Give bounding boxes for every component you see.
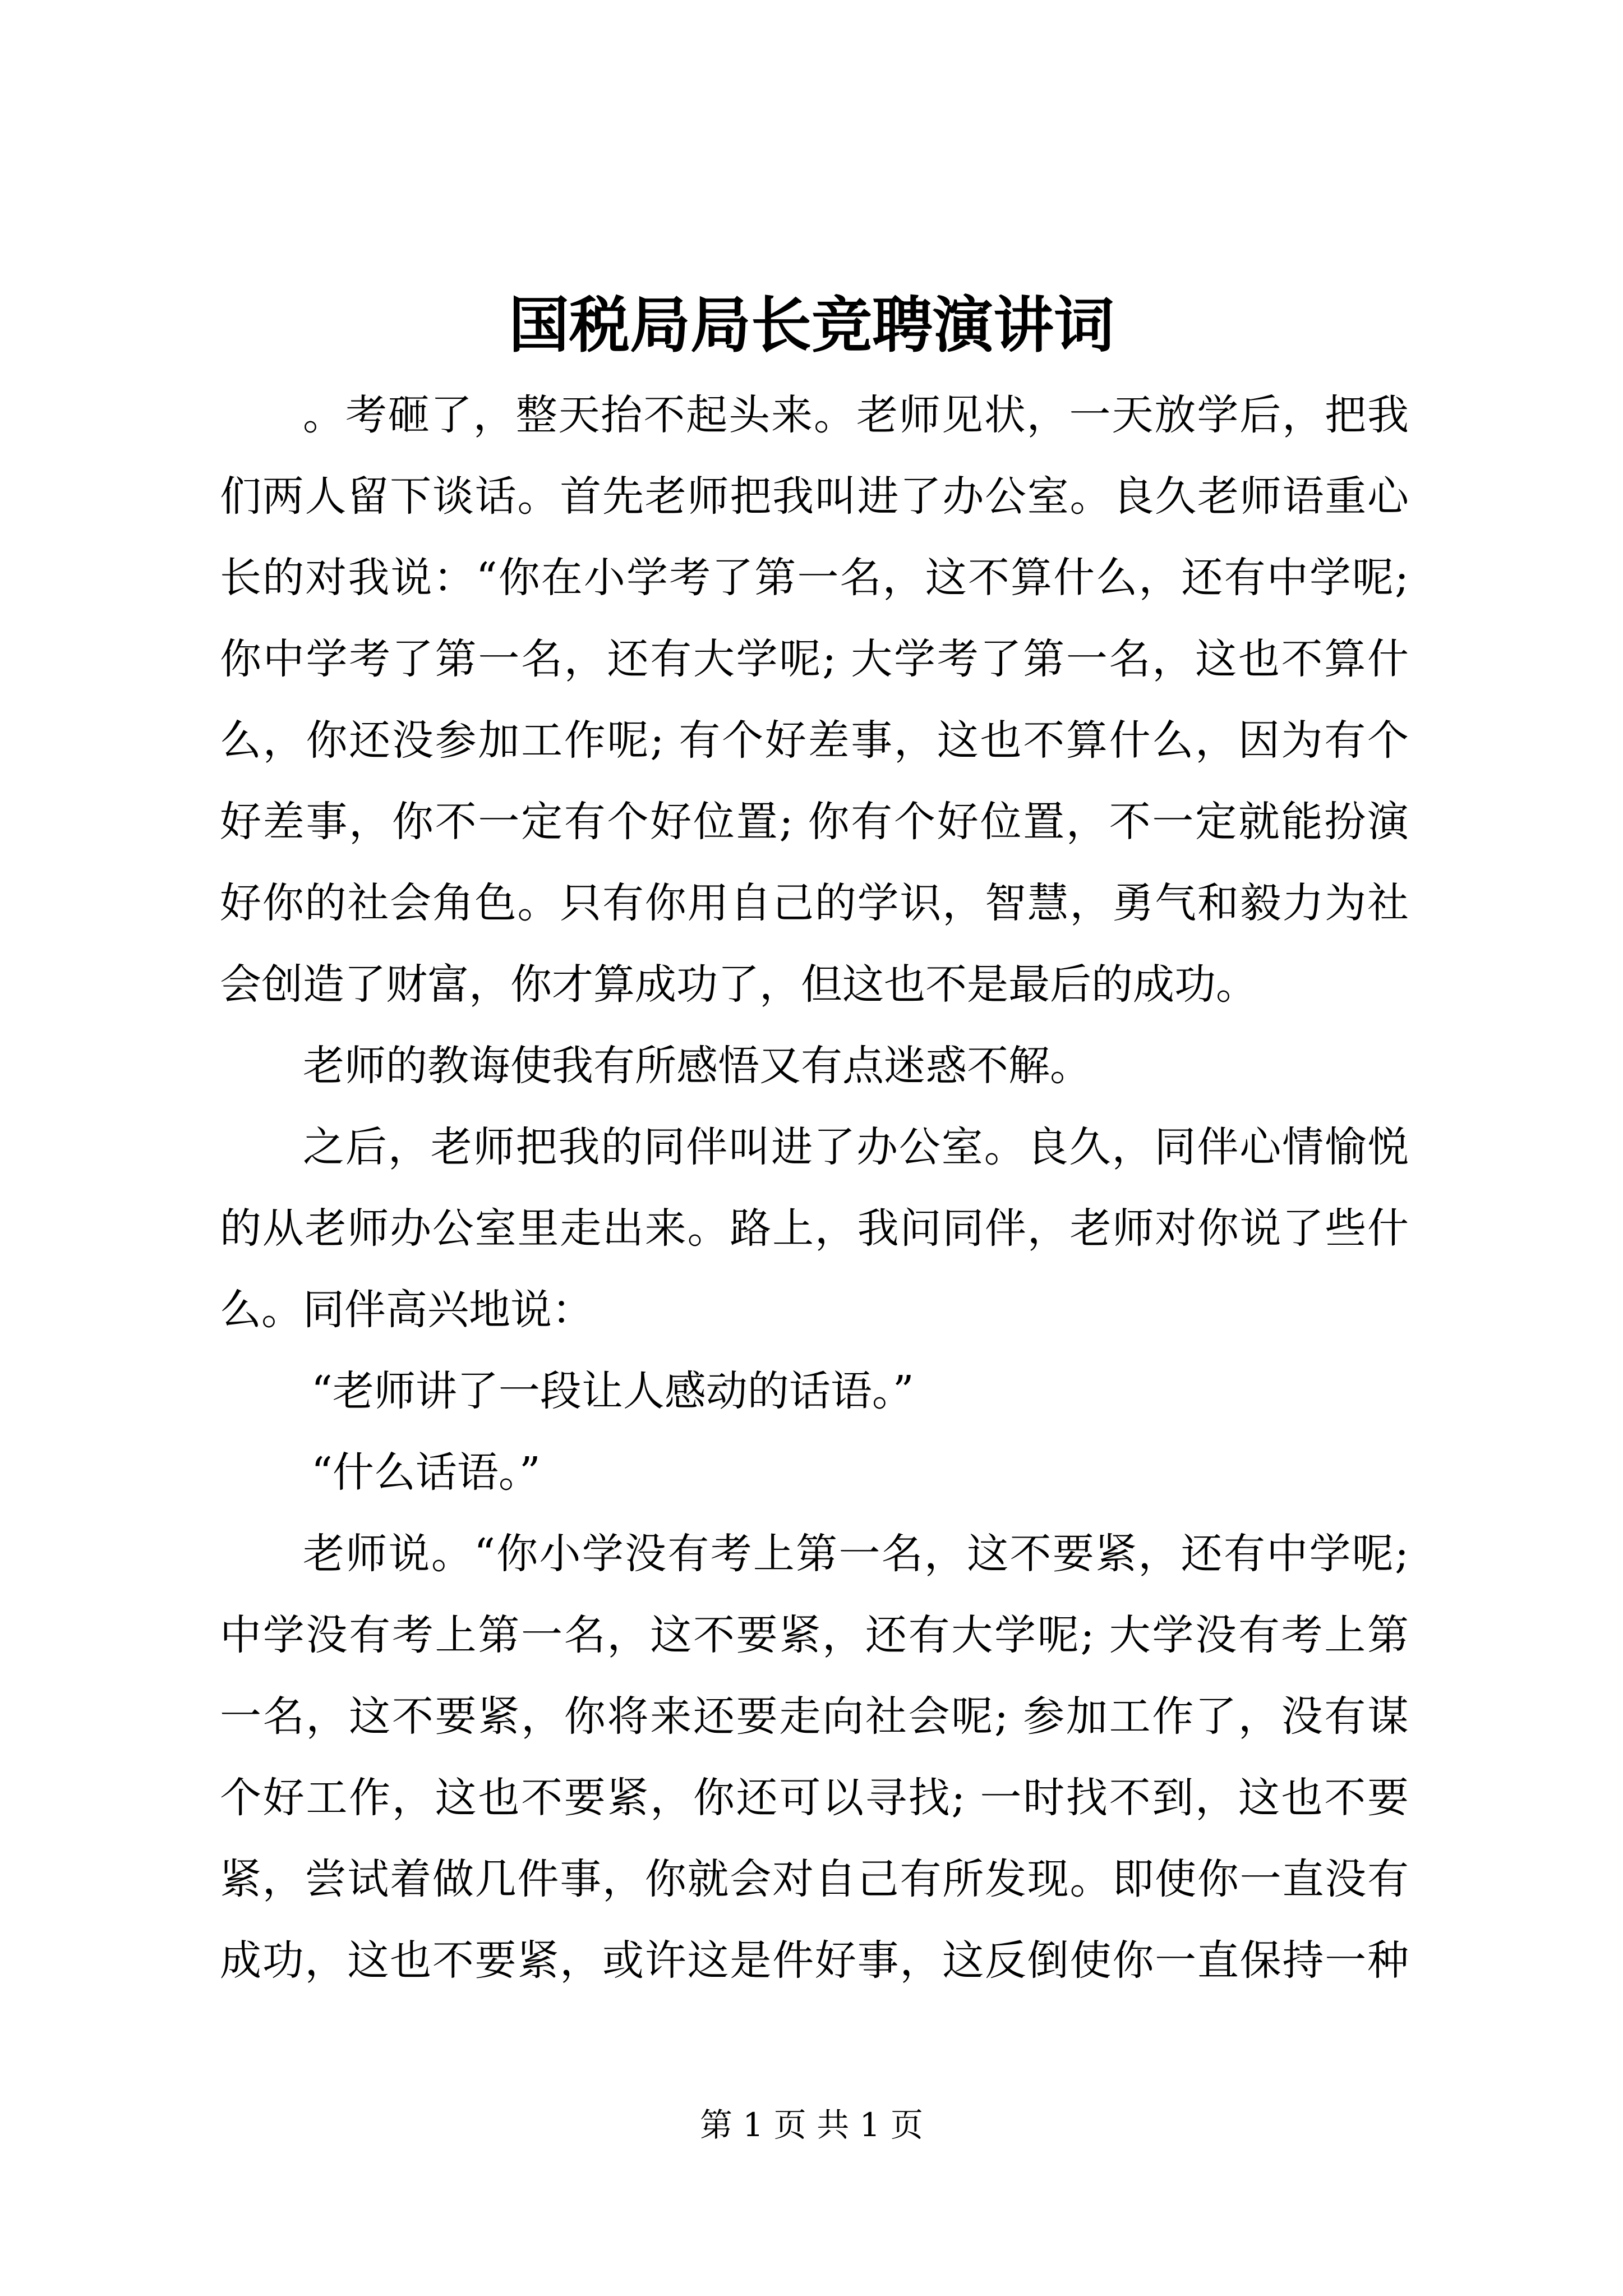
paragraph-line: 们两人留下谈话。首先老师把我叫进了办公室。良久老师语重心 [220, 472, 1409, 521]
paragraph-line: 长的对我说：“你在小学考了第一名，这不算什么，还有中学呢; [220, 554, 1409, 602]
paragraph-line: 么，你还没参加工作呢; 有个好差事，这也不算什么，因为有个 [220, 716, 1409, 765]
paragraph-line: 一名，这不要紧，你将来还要走向社会呢; 参加工作了，没有谋 [220, 1692, 1409, 1741]
paragraph-line: 中学没有考上第一名，这不要紧，还有大学呢; 大学没有考上第 [220, 1611, 1409, 1659]
paragraph-line: 老师说。“你小学没有考上第一名，这不要紧，还有中学呢; [303, 1530, 1409, 1578]
paragraph-line: “老师讲了一段让人感动的话语。” [311, 1367, 914, 1415]
page-footer: 第 1 页 共 1 页 [700, 2106, 923, 2144]
paragraph-line: 之后，老师把我的同伴叫进了办公室。良久，同伴心情愉悦 [303, 1123, 1409, 1171]
paragraph-line: 紧，尝试着做几件事，你就会对自己有所发现。即使你一直没有 [220, 1855, 1409, 1903]
document-title: 国税局局长竞聘演讲词 [508, 290, 1114, 361]
paragraph-line: 会创造了财富，你才算成功了，但这也不是最后的成功。 [220, 960, 1257, 1009]
paragraph-line: 你中学考了第一名，还有大学呢; 大学考了第一名，这也不算什 [220, 635, 1409, 683]
paragraph-line: 好差事，你不一定有个好位置; 你有个好位置，不一定就能扮演 [220, 798, 1409, 846]
paragraph-line: 成功，这也不要紧，或许这是件好事，这反倒使你一直保持一种 [220, 1936, 1409, 1985]
paragraph-line: 。考砸了，整天抬不起头来。老师见状，一天放学后，把我 [303, 391, 1409, 439]
paragraph-line: “什么话语。” [311, 1448, 541, 1497]
paragraph-line: 老师的教诲使我有所感悟又有点迷惑不解。 [303, 1042, 1091, 1090]
paragraph-line: 的从老师办公室里走出来。路上，我问同伴，老师对你说了些什 [220, 1204, 1409, 1253]
paragraph-line: 么。同伴高兴地说： [220, 1286, 593, 1334]
paragraph-line: 个好工作，这也不要紧，你还可以寻找; 一时找不到，这也不要 [220, 1774, 1409, 1822]
paragraph-line: 好你的社会角色。只有你用自己的学识，智慧，勇气和毅力为社 [220, 879, 1409, 927]
